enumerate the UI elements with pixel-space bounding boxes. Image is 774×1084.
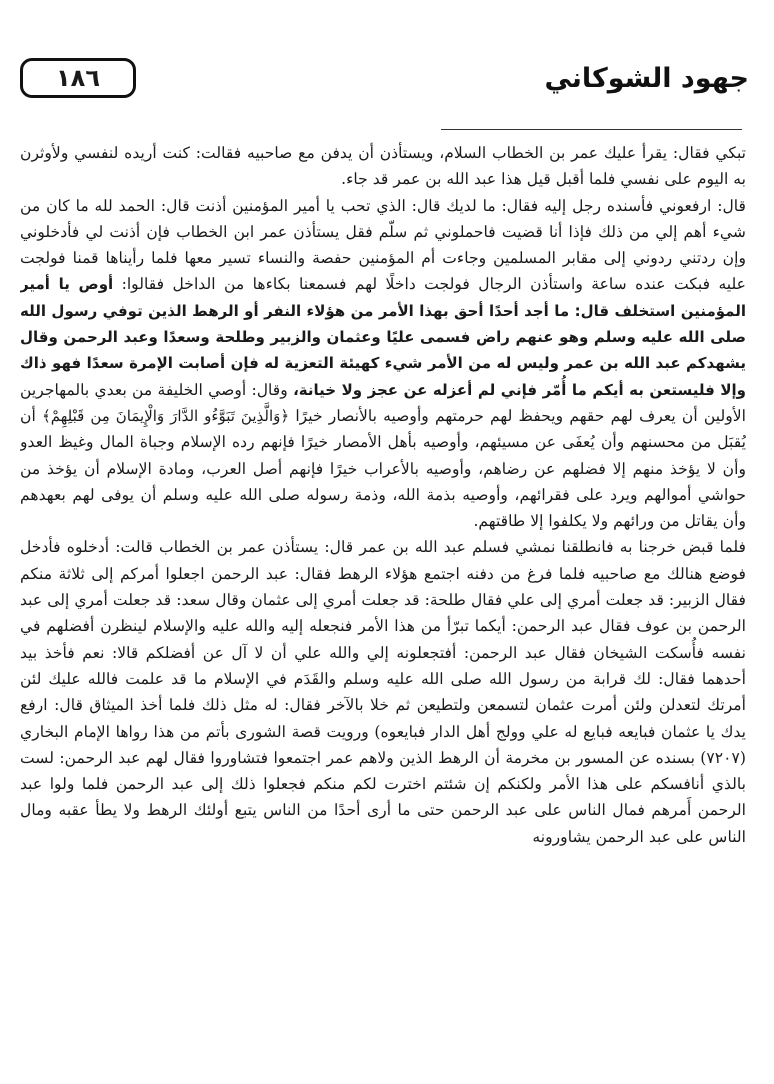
- paragraph: [20, 534, 746, 850]
- paragraph: [20, 140, 746, 193]
- paragraph: [20, 193, 746, 535]
- text-line: كنت أريده لنفسي ولأوثرن به اليوم على نفسي فلما أقبل قيل هذا عبد الله بن عمر قد جاء.: [20, 144, 746, 189]
- text-run: وقال: أوصي الخليفة من بعدي بالمهاجرين الأولين أن يعرف لهم حقهم ويحفظ لهم حرمتهم وأوصيه بالأنصار خيرًا: [20, 380, 746, 425]
- quran-verse: ﴿وَالَّذِينَ تَبَوَّءُو الدَّارَ وَالْإِيمَانَ مِن قَبْلِهِمْ﴾: [41, 406, 290, 425]
- header-rule: [441, 129, 742, 130]
- body-text: [20, 140, 746, 1074]
- text-line: تبكي فقال: يقرأ عليك عمر بن الخطاب السلام، ويستأذن أن يدفن مع صاحبيه فقالت:: [195, 144, 746, 162]
- text-run: أن يُقبَل من محسنهم وأن يُعفَى عن مسيئهم، وأوصيه بأهل الأمصار خيرًا فإنهم رده الإسلام وجباة المال وغيظ العدو وأن لا يؤخذ منهم إلا فضلهم عن رضاهم، وأوصيه بالأعراب خيرًا فإنهم أصل العرب، ومادة الإسلام أن يؤخذ من حواشي أموالهم ويرد على فقرائهم، وأوصيه بذمة الله، وذمة رسوله صلى الله عليه وسلم أن يوفى لهم بعهدهم وأن يقاتل من ورائهم ولا يكلفوا إلا طاقتهم.: [20, 406, 746, 531]
- running-title: جهود الشوكاني: [544, 62, 749, 94]
- text-run: قال: ارفعوني فأسنده رجل إليه فقال: ما لديك قال: الذي تحب يا أمير المؤمنين أذنت قال: الحمد لله ما كان من شيء أهم إلي من ذلك فإذا أنا قضيت فاحملوني ثم سلّم فقل يستأذن عمر ابن الخطاب فإن أذنت لي فأدخلوني وإن ردتني ردوني إلى مقابر المسلمين وجاءت أم المؤمنين حفصة والنساء تسير معها فلما رأيناها قمنا فولجت عليه فبكت عنده ساعة واستأذن الرجال فولجت داخلًا لهم فسمعنا بكاءها من الداخل فقالوا:: [20, 196, 746, 294]
- text-run: فلما قبض خرجنا به فانطلقنا نمشي فسلم عبد الله بن عمر قال: يستأذن عمر بن الخطاب قالت: أدخلوه فأدخل فوضع هنالك مع صاحبيه فلما فرغ من دفنه اجتمع هؤلاء الرهط فقال: عبد الرحمن اجعلوا أمركم إلى ثلاثة منكم فقال الزبير: قد جعلت أمري إلى علي فقال طلحة: قد جعلت أمري إلى عثمان وقال سعد: قد جعلت أمري إلى عبد الرحمن بن عوف فقال عبد الرحمن: أيكما تبرّأ من هذا الأمر فنجعله إليه والله عليه والإسلام لينظرن أفضلهم في نفسه فأُسكت الشيخان فقال عبد الرحمن: أفتجعلونه إلي والله علي أن لا آل عن أفضلكم قالا: نعم فأخذ بيد أحدهما فقال: لك قرابة من رسول الله صلى الله عليه وسلم والقَدَم في الإسلام ما قد علمت فالله عليك لئن أمرتك لتعدلن ولئن أمرت عثمان لتسمعن ولتطيعن ثم خلا بالآخر فقال: له مثل ذلك فلما أخذ الميثاق قال: ارفع يدك يا عثمان فبايعه فبايع له علي وولج أهل الدار فبايعوه) ورويت قصة الشورى بأتم من هذا رواها الإمام البخاري (٧٢٠٧) بسنده عن المسور بن مخرمة أن الرهط الذين ولاهم عمر اجتمعوا فتشاوروا فقال لهم عبد الرحمن: لست بالذي أنافسكم على هذا الأمر ولكنكم إن شئتم اخترت لكم منكم فجعلوا ذلك إلى عبد الرحمن فلما ولوا عبد الرحمن أَمرهم فمال الناس على عبد الرحمن حتى ما أرى أحدًا من الناس يتبع أولئك الرهط ولا يطأ عقبه ومال الناس على عبد الرحمن يشاورونه: [20, 538, 746, 846]
- page-number: ١٨٦: [56, 64, 100, 92]
- page-number-frame: [20, 58, 136, 98]
- page-header: [20, 52, 749, 104]
- bold-text-run: أوص يا أمير المؤمنين استخلف قال: ما أجد أحدًا أحق بهذا الأمر من هؤلاء النفر أو الرهط الذين توفي رسول الله صلى الله عليه وسلم وهو عنهم راض فسمى عليًا وعثمان والزبير وطلحة وسعدًا وعبد الرحمن وقال يشهدكم عبد الله بن عمر وليس له من الأمر شيء كهيئة التعزية له فإن أصابت الإمرة سعدًا فهو ذاك وإلا فليستعن به أيكم ما أُمّر فإني لم أعزله عن عجز ولا خيانة،: [20, 275, 746, 399]
